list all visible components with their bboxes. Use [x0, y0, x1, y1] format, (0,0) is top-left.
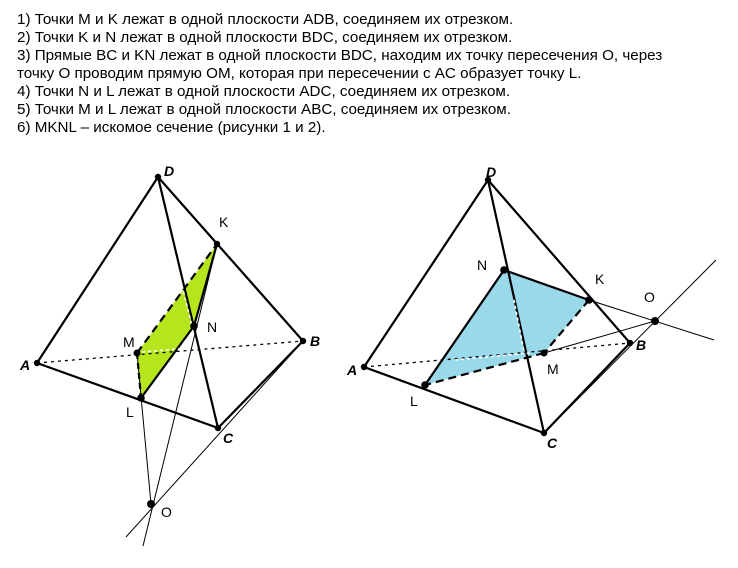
fig2-label-o: O [644, 289, 655, 305]
step-line-3: 3) Прямые BC и KN лежат в одной плоскости BDC, находим их точку пересечения O, через [17, 47, 663, 64]
fig1-label-a: A [20, 357, 31, 373]
fig2-label-c: C [547, 435, 558, 451]
step-line-2: 2) Точки K и N лежат в одной плоскости BDC, соединяем их отрезком. [17, 29, 513, 46]
fig2-point-n [500, 266, 508, 274]
fig2-label-l: L [410, 393, 418, 409]
fig2-line-bco [544, 260, 716, 433]
fig1-edge-bc [218, 341, 303, 428]
fig1-point-n [190, 322, 198, 330]
fig1-point-o [147, 500, 155, 508]
fig1-label-n: N [207, 319, 218, 335]
fig2-section-mknl [425, 270, 589, 385]
fig2-label-a: A [347, 362, 358, 378]
fig1-label-m: M [123, 334, 135, 350]
fig2-label-b: B [636, 337, 647, 353]
fig1-point-b [300, 338, 306, 344]
fig2-label-k: K [595, 271, 605, 287]
fig2-label-m: M [547, 361, 559, 377]
fig1-point-l [137, 394, 145, 402]
fig2-point-l [421, 381, 429, 389]
fig1-label-l: L [126, 404, 134, 420]
fig2-point-k [585, 296, 593, 304]
fig1-line-kno [143, 244, 217, 546]
fig1-point-c [215, 425, 221, 431]
figure-1 [19, 163, 320, 546]
fig1-edge-dc [158, 177, 218, 428]
fig1-label-k: K [219, 214, 229, 230]
step-line-4: точку O проводим прямую OM, которая при пересечении с AC образует точку L. [17, 65, 582, 82]
step-line-7: 6) MKNL – искомое сечение (рисунки 1 и 2). [17, 119, 326, 136]
fig1-label-b: B [310, 333, 321, 349]
fig1-point-k [214, 241, 220, 247]
fig1-edge-ad [37, 177, 158, 363]
fig2-point-m [541, 350, 548, 357]
step-line-5: 4) Точки N и L лежат в одной плоскости ADC, соединяем их отрезком. [17, 83, 511, 100]
fig2-point-a [361, 364, 367, 370]
fig1-label-d: D [164, 163, 175, 179]
step-line-6: 5) Точки M и L лежат в одной плоскости ABC, соединяем их отрезком. [17, 101, 511, 118]
fig2-point-b [627, 340, 633, 346]
figure-2 [346, 164, 716, 451]
fig2-label-n: N [477, 257, 488, 273]
step-line-1: 1) Точки M и K лежат в одной плоскости ADB, соединяем их отрезком. [17, 11, 514, 28]
fig1-point-m [134, 350, 141, 357]
fig2-point-o [651, 317, 659, 325]
fig1-point-d [155, 174, 161, 180]
fig1-label-o: O [161, 504, 172, 520]
fig1-point-a [34, 360, 40, 366]
fig1-label-c: C [223, 430, 234, 446]
fig2-label-d: D [486, 164, 497, 180]
